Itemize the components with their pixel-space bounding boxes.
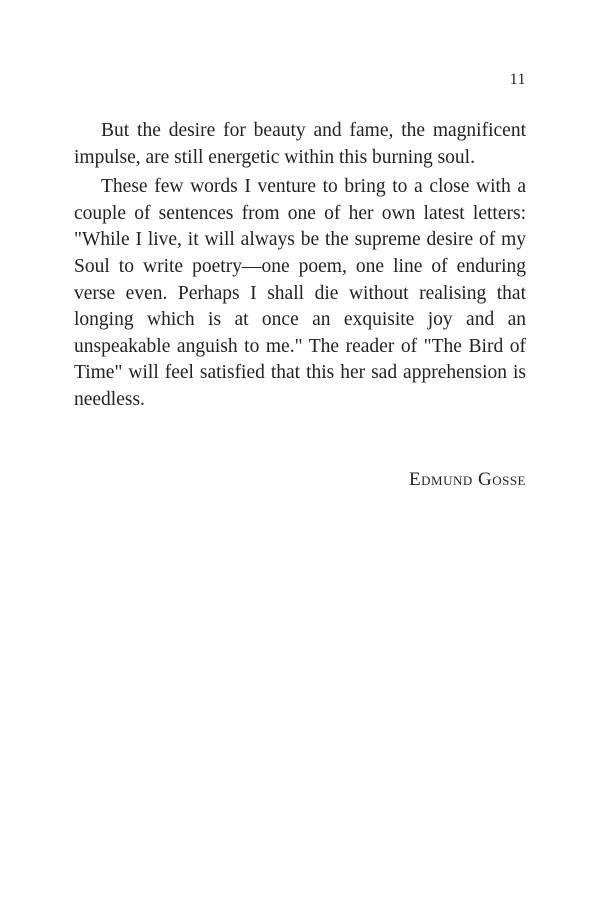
body-text [74, 118, 526, 414]
author-signature: Edmund Gosse [409, 469, 526, 490]
paragraph: These few words I venture to bring to a close with a couple of sentences from one of her own latest letters: "While I live, it will always be the supreme desire of my Soul to write poetry—one poem, one line of enduring verse even. Perhaps I shall die without realising that longing which is at once an exquisite joy and an unspeakable anguish to me." The reader of "The Bird of Time" will feel satisfied that this her sad apprehension is needless. [74, 176, 526, 410]
paragraph: But the desire for beauty and fame, the magnificent impulse, are still energetic within this burning soul. [74, 120, 526, 168]
page-number: 11 [509, 71, 526, 88]
